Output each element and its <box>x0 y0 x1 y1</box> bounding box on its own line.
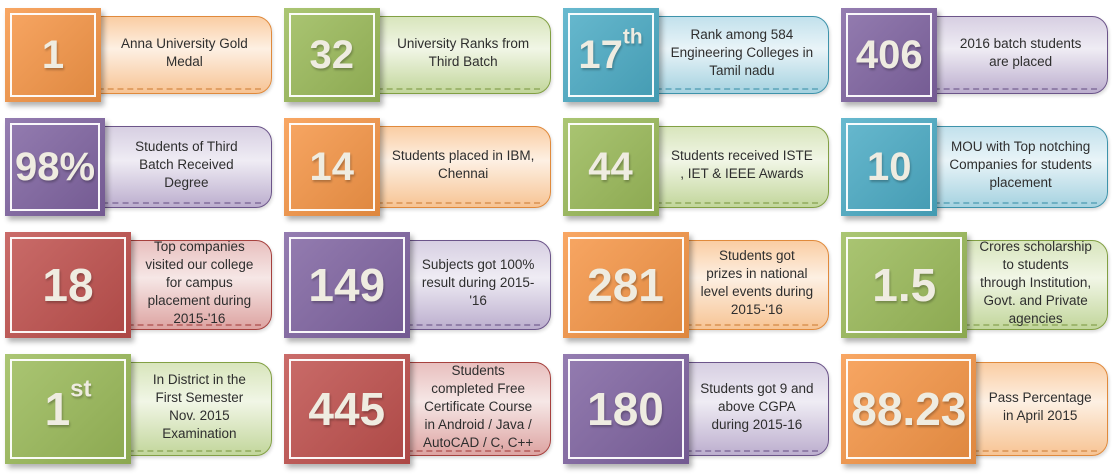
stat-number: 149 <box>308 259 386 311</box>
stat-card <box>841 118 1108 216</box>
stat-description: Students got prizes in national level events during 2015-'16 <box>700 248 814 317</box>
stat-description-pill <box>386 240 551 330</box>
stat-number-box <box>5 354 131 464</box>
stat-number-box <box>563 354 689 464</box>
stat-number: 10 <box>867 145 912 189</box>
stat-description: Top companies visited our college for campus placement during 2015-'16 <box>145 239 254 326</box>
stat-description: Crores scholarship to students through Institution, Govt. and Private agencies <box>979 239 1092 326</box>
stat-card <box>284 118 551 216</box>
stat-number: 98% <box>15 145 96 189</box>
stat-number-wrap <box>15 147 95 187</box>
stat-number-wrap <box>856 35 923 75</box>
stat-description: Rank among 584 Engineering Colleges in Tamil nadu <box>670 27 814 78</box>
stat-card <box>841 354 1108 464</box>
stat-number: 32 <box>309 33 354 77</box>
stat-description: Students received ISTE , IET & IEEE Awards <box>670 148 813 181</box>
stat-card <box>284 232 551 338</box>
stat-card <box>841 232 1108 338</box>
stat-number-wrap <box>851 383 967 435</box>
stat-card <box>5 8 272 102</box>
stat-description-pill <box>107 240 272 330</box>
stat-description-pill <box>913 16 1108 94</box>
stat-number-box <box>563 232 689 338</box>
stat-number-suffix: th <box>622 25 643 49</box>
stat-description-pill <box>107 362 272 456</box>
stat-description: Students got 9 and above CGPA during 2015-16 <box>700 381 814 432</box>
stat-description-pill <box>356 126 551 208</box>
stat-number-box <box>841 354 976 464</box>
stat-number-box <box>284 232 410 338</box>
stat-number-box <box>5 232 131 338</box>
stat-description: Students completed Free Certificate Course in Android / Java / AutoCAD / C, C++ <box>422 363 534 450</box>
stat-number-wrap <box>588 147 633 187</box>
stat-description-pill <box>81 126 272 208</box>
stat-description-pill <box>913 126 1108 208</box>
stat-description-pill <box>665 240 830 330</box>
stat-description-pill <box>635 16 830 94</box>
stat-card <box>563 118 830 216</box>
stat-number: 406 <box>855 33 923 77</box>
stat-number-wrap <box>42 35 64 75</box>
stat-number: 281 <box>587 259 664 311</box>
stat-number-box <box>5 118 105 216</box>
stat-number-box <box>284 8 380 102</box>
stat-card <box>563 232 830 338</box>
stat-description-pill <box>77 16 272 94</box>
stat-description-pill <box>635 126 830 208</box>
stat-description: Pass Percentage in April 2015 <box>988 390 1092 423</box>
stat-number-wrap <box>867 147 912 187</box>
stat-description: 2016 batch students are placed <box>959 36 1082 69</box>
stat-number: 14 <box>309 145 354 189</box>
stat-description: Students placed in IBM, Chennai <box>391 148 535 181</box>
stat-description-pill <box>386 362 551 456</box>
stat-description: Students of Third Batch Received Degree <box>135 139 238 190</box>
stat-number-wrap <box>310 147 355 187</box>
stat-card <box>5 118 272 216</box>
stat-number-wrap <box>308 383 386 435</box>
stat-number-box <box>841 232 967 338</box>
stat-description: MOU with Top notching Companies for students placement <box>949 139 1092 190</box>
stat-number: 17 <box>578 33 623 77</box>
stat-number-box <box>841 118 937 216</box>
stat-number-wrap <box>310 35 355 75</box>
stat-card <box>284 8 551 102</box>
stat-number: 1 <box>41 33 65 77</box>
stat-description-pill <box>356 16 551 94</box>
stat-card <box>5 354 272 464</box>
stat-description: Subjects got 100% result during 2015-'16 <box>421 257 535 308</box>
stat-card <box>284 354 551 464</box>
stat-description: University Ranks from Third Batch <box>397 36 530 69</box>
stat-description: In District in the First Semester Nov. 2015 Examination <box>152 372 246 441</box>
stat-number-wrap <box>42 259 94 311</box>
stat-number: 180 <box>587 383 664 435</box>
stat-number-wrap <box>587 259 664 311</box>
stat-number-box <box>5 8 101 102</box>
stat-description-pill <box>943 240 1108 330</box>
stat-card <box>5 232 272 338</box>
stat-number: 1 <box>44 383 71 435</box>
stat-number-box <box>563 118 659 216</box>
stat-card <box>841 8 1108 102</box>
stat-number: 44 <box>588 145 633 189</box>
stat-number-wrap <box>587 383 664 435</box>
stat-number-box <box>284 354 410 464</box>
stat-number-box <box>563 8 659 102</box>
stat-description: Anna University Gold Medal <box>120 36 248 69</box>
stat-card <box>563 8 830 102</box>
stat-number-suffix: st <box>70 375 92 403</box>
stat-description-pill <box>665 362 830 456</box>
stat-number-wrap <box>44 375 92 435</box>
stat-number: 1.5 <box>872 259 937 311</box>
stat-number: 445 <box>308 383 386 435</box>
stat-number-wrap <box>872 259 937 311</box>
stat-number-box <box>284 118 380 216</box>
stat-number: 88.23 <box>851 383 967 435</box>
stat-number: 18 <box>42 259 94 311</box>
stat-number-box <box>841 8 937 102</box>
stat-number-wrap <box>308 259 386 311</box>
stat-card <box>563 354 830 464</box>
stat-number-wrap <box>578 25 643 77</box>
